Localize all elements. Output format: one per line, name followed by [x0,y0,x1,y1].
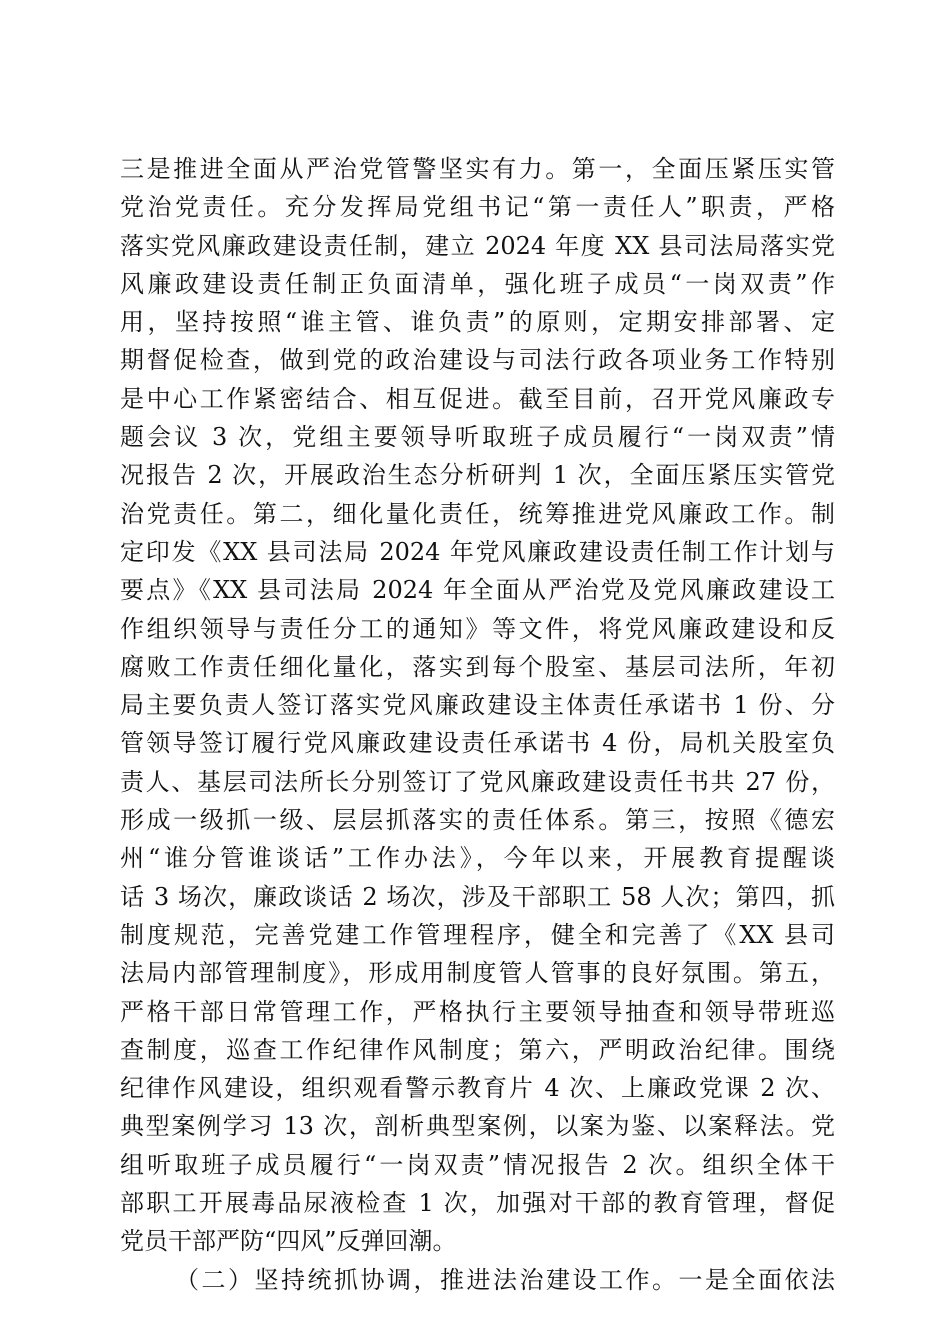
section-heading-line: （二）坚持统抓协调，推进法治建设工作。一是全面依法 [175,1265,835,1294]
text-line: 治党责任。第二，细化量化责任，统筹推进党风廉政工作。制 [120,499,835,528]
text-line: 腐败工作责任细化量化，落实到每个股室、基层司法所，年初 [120,652,835,681]
text-line: 法局内部管理制度》，形成用制度管人管事的良好氛围。第五， [120,959,835,988]
text-line: 党治党责任。充分发挥局党组书记“第一责任人”职责，严格 [120,193,835,222]
text-line: 要点》《XX 县司法局 2024 年全面从严治党及党风廉政建设工 [120,576,835,605]
text-line: 期督促检查，做到党的政治建设与司法行政各项业务工作特别 [120,346,835,375]
text-line: 定印发《XX 县司法局 2024 年党风廉政建设责任制工作计划与 [120,537,835,566]
text-line: 局主要负责人签订落实党风廉政建设主体责任承诺书 1 份、分 [120,691,835,720]
text-line: 州“谁分管谁谈话”工作办法》，今年以来，开展教育提醒谈 [120,844,835,873]
text-line: 党员干部严防“四风”反弹回潮。 [120,1227,457,1256]
text-line: 严格干部日常管理工作，严格执行主要领导抽查和领导带班巡 [120,997,835,1026]
text-line: 况报告 2 次，开展政治生态分析研判 1 次，全面压紧压实管党 [120,461,835,490]
text-line: 查制度，巡查工作纪律作风制度；第六，严明政治纪律。围绕 [120,1035,835,1064]
text-line: 典型案例学习 13 次，剖析典型案例，以案为鉴、以案释法。党 [120,1112,835,1141]
text-line: 话 3 场次，廉政谈话 2 场次，涉及干部职工 58 人次；第四，抓 [120,882,835,911]
text-line: 用，坚持按照“谁主管、谁负责”的原则，定期安排部署、定 [120,308,835,337]
text-line: 制度规范，完善党建工作管理程序，健全和完善了《XX 县司 [120,920,835,949]
text-line: 形成一级抓一级、层层抓落实的责任体系。第三，按照《德宏 [120,806,835,835]
text-line: 组听取班子成员履行“一岗双责”情况报告 2 次。组织全体干 [120,1150,835,1179]
text-line: 风廉政建设责任制正负面清单，强化班子成员“一岗双责”作 [120,269,835,298]
text-line: 题会议 3 次，党组主要领导听取班子成员履行“一岗双责”情 [120,423,835,452]
text-line: 三是推进全面从严治党管警坚实有力。第一，全面压紧压实管 [120,155,835,183]
text-line: 纪律作风建设，组织观看警示教育片 4 次、上廉政党课 2 次、 [120,1074,835,1103]
text-line: 落实党风廉政建设责任制，建立 2024 年度 XX 县司法局落实党 [120,231,835,260]
text-line: 是中心工作紧密结合、相互促进。截至目前，召开党风廉政专 [120,384,835,413]
text-line: 责人、基层司法所长分别签订了党风廉政建设责任书共 27 份， [120,767,835,796]
text-line: 部职工开展毒品尿液检查 1 次，加强对干部的教育管理，督促 [120,1189,835,1218]
text-line: 管领导签订履行党风廉政建设责任承诺书 4 份，局机关股室负 [120,729,835,758]
text-line: 作组织领导与责任分工的通知》等文件，将党风廉政建设和反 [120,614,835,643]
body-text [120,150,835,1299]
